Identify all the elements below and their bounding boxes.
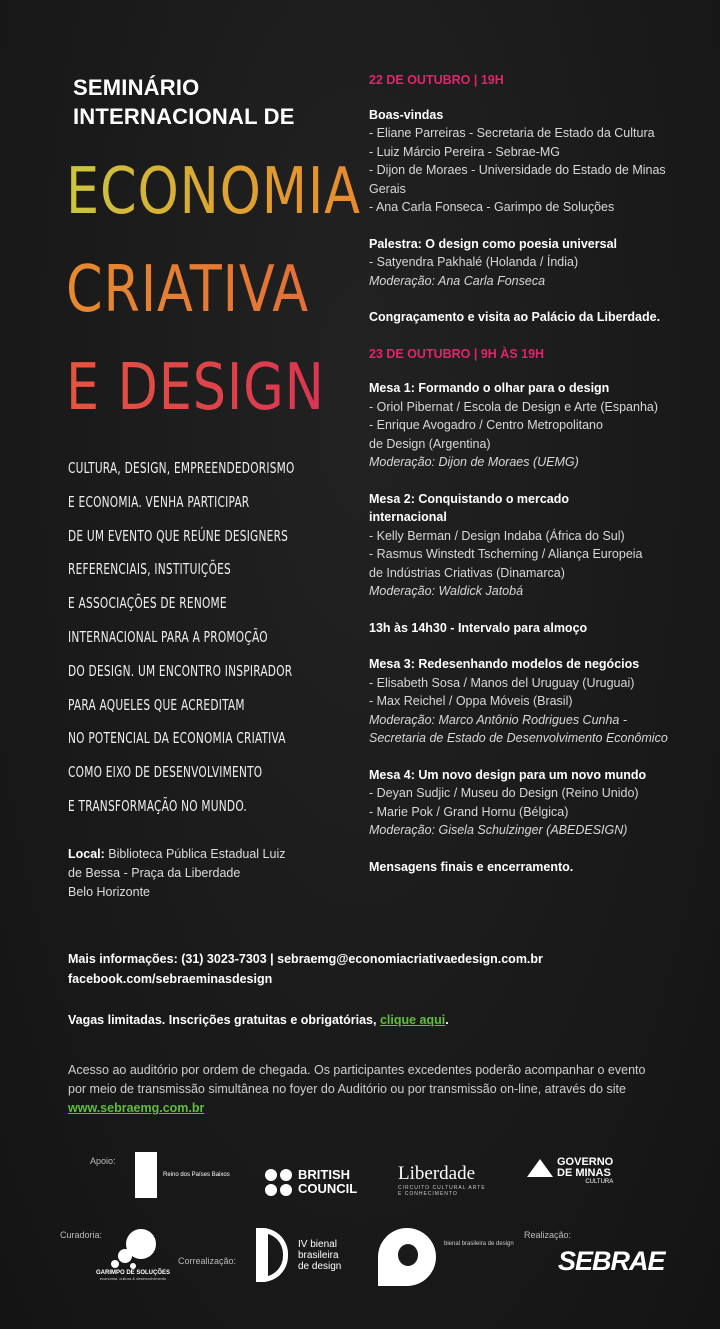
mesa1-title: Mesa 1: Formando o olhar para o design [369, 381, 610, 395]
mesa2-title: Mesa 2: Conquistando o mercado [369, 491, 570, 506]
mesa1-line: de Design (Argentina) [369, 436, 491, 451]
program [369, 71, 709, 894]
seminar-heading [73, 73, 295, 131]
access-line: por meio de transmissão simultânea no foyer do Auditório ou por transmissão on-line, através do site [68, 1082, 626, 1096]
access-line: Acesso ao auditório por ordem de chegada. Os participantes excedentes poderão acompanhar o evento [68, 1063, 646, 1077]
location-label: Local: [68, 847, 105, 861]
register-link[interactable]: clique aqui [379, 1013, 446, 1027]
contact-line: Mais informações: (31) 3023-7303 | sebraemg@economiacriativaedesign.com.br [68, 952, 543, 966]
seminar-line1: SEMINÁRIO [73, 75, 200, 100]
governo-triangle-icon [527, 1159, 553, 1177]
realizacao-label: Realização: [524, 1230, 572, 1240]
desc-line: NO POTENCIAL DA ECONOMIA CRIATIVA [68, 729, 286, 748]
bienal-line1: IV bienal [298, 1238, 337, 1250]
curadoria-label: Curadoria: [60, 1230, 103, 1240]
governo-minas-logo [527, 1157, 613, 1185]
seminar-line2: INTERNACIONAL DE [73, 104, 295, 129]
liberdade-logo [398, 1163, 488, 1197]
sebrae-site-link[interactable]: www.sebraemg.com.br [68, 1101, 205, 1115]
gov-line2: DE MINAS [557, 1167, 611, 1179]
mesa3-block [369, 655, 709, 748]
bienal-d-icon [256, 1228, 288, 1282]
desc-line: INTERNACIONAL PARA A PROMOÇÃO [68, 627, 268, 646]
mesa3-line: - Max Reichel / Oppa Móveis (Brasil) [369, 694, 573, 708]
desc-line: COMO EIXO DE DESENVOLVIMENTO [68, 763, 263, 782]
welcome-line: - Dijon de Moraes - Universidade do Estado de Minas [369, 163, 666, 177]
desc-line: REFERENCIAIS, INSTITUIÇÕES [68, 560, 232, 579]
mesa3-moderator-cont: Secretaria de Estado de Desenvolvimento Econômico [369, 731, 668, 745]
sebrae-logo: SEBRAE [558, 1246, 665, 1276]
gov-line1: GOVERNO [557, 1156, 614, 1168]
final-messages: Mensagens finais e encerramento. [369, 859, 574, 874]
title-economia: ECONOMIA [66, 143, 361, 241]
contact-info [68, 949, 543, 989]
event-location [68, 845, 285, 902]
welcome-line: - Ana Carla Fonseca - Garimpo de Soluções [369, 200, 615, 214]
garimpo-sub: economia, cultura & desenvolvimento [99, 1276, 167, 1281]
bienal-line3: de design [298, 1260, 342, 1272]
talk-moderator: Moderação: Ana Carla Fonseca [369, 273, 546, 288]
desc-line: E TRANSFORMAÇÃO NO MUNDO. [68, 796, 248, 815]
lunch-break: 13h às 14h30 - Intervalo para almoço [369, 620, 588, 635]
event-description [68, 452, 395, 824]
liberdade-sub: CIRCUITO CULTURAL ARTE E CONHECIMENTO [398, 1185, 486, 1197]
mesa2-line: de Indústrias Criativas (Dinamarca) [369, 565, 565, 580]
welcome-line: - Eliane Parreiras - Secretaria de Estado da Cultura [369, 126, 655, 140]
day1-closing: Congraçamento e visita ao Palácio da Liberdade. [369, 310, 661, 324]
talk-title: Palestra: O design como poesia universal [369, 236, 618, 251]
bienal-p-logo [378, 1228, 514, 1286]
welcome-line: Gerais [369, 181, 406, 196]
welcome-block [369, 106, 709, 217]
day2-heading: 23 DE OUTUBRO | 9H ÀS 19H [369, 346, 545, 361]
registration-note [68, 1013, 449, 1027]
title-e-design: E DESIGN [66, 339, 361, 437]
apoio-label: Apoio: [90, 1156, 116, 1166]
bienal-p-icon [378, 1228, 436, 1286]
mesa3-title: Mesa 3: Redesenhando modelos de negócios [369, 657, 640, 671]
desc-line: DE UM EVENTO QUE REÚNE DESIGNERS [68, 526, 289, 545]
mesa3-moderator: Moderação: Marco Antônio Rodrigues Cunha - [369, 712, 628, 727]
talk-block [369, 235, 709, 291]
gov-line3: CULTURA [585, 1179, 614, 1185]
title-criativa: CRIATIVA [66, 241, 361, 339]
facebook-link[interactable]: facebook.com/sebraeminasdesign [68, 972, 273, 986]
mesa2-moderator: Moderação: Waldick Jatobá [369, 584, 524, 598]
british-council-logo [265, 1168, 357, 1196]
desc-line: PARA AQUELES QUE ACREDITAM [68, 695, 245, 714]
mesa4-title: Mesa 4: Um novo design para um novo mundo [369, 767, 647, 782]
liberdade-text: Liberdade [398, 1163, 476, 1184]
desc-line: CULTURA, DESIGN, EMPREENDEDORISMO [68, 459, 295, 477]
mesa2-line: - Rasmus Winstedt Tscherning / Aliança Europeia [369, 547, 643, 561]
mesa4-block [369, 766, 709, 840]
location-line3: Belo Horizonte [68, 885, 150, 899]
welcome-line: - Luiz Márcio Pereira - Sebrae-MG [369, 144, 561, 159]
bienal-p-text: bienal brasileira de design [444, 1241, 514, 1247]
welcome-title: Boas-vindas [369, 107, 444, 122]
mesa4-line: - Deyan Sudjic / Museu do Design (Reino Unido) [369, 786, 639, 800]
mesa1-block [369, 379, 709, 472]
desc-line: E ASSOCIAÇÕES DE RENOME [68, 594, 227, 613]
bc-line1: BRITISH [298, 1167, 350, 1182]
british-council-dots-icon [265, 1169, 292, 1196]
registration-end: . [445, 1013, 449, 1027]
mesa2-line: - Kelly Berman / Design Indaba (África do Sul) [369, 528, 625, 543]
mesa1-line: - Oriol Pibernat / Escola de Design e Arte (Espanha) [369, 399, 659, 414]
garimpo-mark-icon [107, 1228, 159, 1270]
registration-text: Vagas limitadas. Inscrições gratuitas e obrigatórias, [68, 1013, 380, 1027]
netherlands-crest-icon [135, 1152, 157, 1198]
event-title [66, 143, 361, 437]
bienal-line2: brasileira [298, 1249, 339, 1261]
location-line1: Biblioteca Pública Estadual Luiz [104, 847, 286, 861]
mesa1-moderator: Moderação: Dijon de Moraes (UEMG) [369, 455, 579, 469]
bc-line2: COUNCIL [298, 1181, 358, 1196]
mesa2-title-cont: internacional [369, 510, 447, 524]
desc-line: DO DESIGN. UM ENCONTRO INSPIRADOR [68, 661, 293, 680]
day1-heading: 22 DE OUTUBRO | 19H [369, 73, 504, 87]
mesa3-line: - Elisabeth Sosa / Manos del Uruguay (Uruguai) [369, 675, 635, 690]
bienal-logo [256, 1228, 341, 1282]
location-line2: de Bessa - Praça da Liberdade [68, 866, 241, 880]
mesa1-line: - Enrique Avogadro / Centro Metropolitano [369, 418, 603, 432]
mesa4-line: - Marie Pok / Grand Hornu (Bélgica) [369, 804, 569, 819]
access-note [68, 1061, 668, 1118]
netherlands-text: Reino dos Países Baixos [163, 1172, 230, 1178]
netherlands-logo [135, 1152, 230, 1198]
correalizacao-label: Correalização: [178, 1256, 237, 1266]
mesa4-moderator: Moderação: Gisela Schulzinger (ABEDESIGN) [369, 823, 628, 837]
desc-line: E ECONOMIA. VENHA PARTICIPAR [68, 492, 250, 511]
garimpo-logo [88, 1228, 178, 1281]
talk-speaker: - Satyendra Pakhalé (Holanda / Índia) [369, 255, 579, 269]
garimpo-text: GARIMPO DE SOLUÇÕES [95, 1270, 170, 1276]
mesa2-block [369, 490, 709, 601]
